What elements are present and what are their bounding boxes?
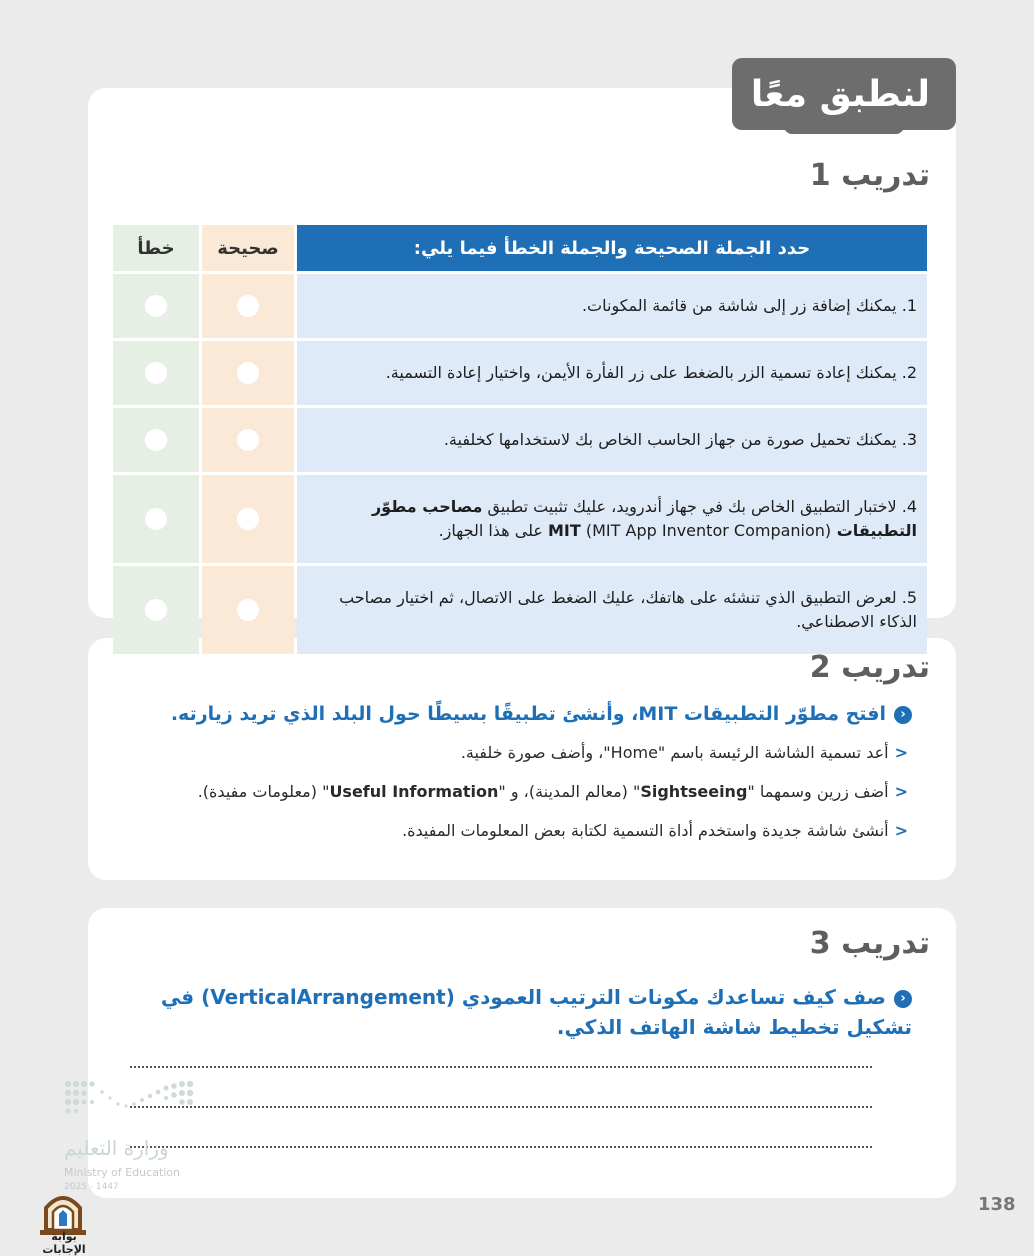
ministry-name-en: Ministry of Education bbox=[64, 1166, 181, 1179]
step-text-bold: Sightseeing bbox=[640, 782, 748, 801]
table-row bbox=[113, 566, 927, 654]
true-radio[interactable] bbox=[237, 362, 259, 384]
statement-text-part: (MIT App Inventor Companion) على هذا الجهاز. bbox=[438, 521, 832, 540]
table-row bbox=[113, 341, 927, 405]
exercise2-title: تدريب 2 bbox=[809, 650, 930, 685]
statement-text: 1. يمكنك إضافة زر إلى شاشة من قائمة المكونات. bbox=[297, 274, 927, 338]
exercise3-lead bbox=[122, 982, 912, 1042]
ministry-logo bbox=[62, 1078, 202, 1190]
true-radio[interactable] bbox=[237, 295, 259, 317]
table-header-true: صحيحة bbox=[202, 225, 294, 271]
answers-portal-label: بوابة الإجابات bbox=[42, 1230, 86, 1256]
false-radio[interactable] bbox=[145, 362, 167, 384]
chevron-icon: < bbox=[894, 821, 908, 840]
exercise2-lead-text: افتح مطوّر التطبيقات MIT، وأنشئ تطبيقًا بسيطًا حول البلد الذي تريد زيارته. bbox=[170, 703, 886, 725]
answer-line[interactable] bbox=[130, 1106, 872, 1108]
table-row bbox=[113, 408, 927, 472]
statement-text-bold: مصاحب مطوّر التطبيقات MIT bbox=[371, 497, 917, 540]
step-text: أنشئ شاشة جديدة واستخدم أداة التسمية لكتابة بعض المعلومات المفيدة. bbox=[402, 821, 889, 840]
exercise2-lead bbox=[132, 703, 912, 725]
false-radio[interactable] bbox=[145, 295, 167, 317]
chevron-icon: < bbox=[894, 743, 908, 762]
exercise2-step bbox=[402, 821, 908, 840]
chevron-icon: < bbox=[894, 782, 908, 801]
step-text: أعد تسمية الشاشة الرئيسة باسم "Home"، وأضف صورة خلفية. bbox=[460, 743, 889, 762]
exercise3-lead-text: صف كيف تساعدك مكونات الترتيب العمودي (VerticalArrangement) في تشكيل تخطيط شاشة الهاتف الذكي. bbox=[160, 985, 912, 1039]
ministry-name-ar: وزارة التعليم bbox=[64, 1136, 169, 1160]
step-text: " (معلومات مفيدة). bbox=[197, 782, 330, 801]
ministry-logo-dots-icon bbox=[62, 1078, 202, 1128]
exercise1-title: تدريب 1 bbox=[809, 158, 930, 193]
false-radio[interactable] bbox=[145, 429, 167, 451]
statement-text: 3. يمكنك تحميل صورة من جهاز الحاسب الخاص بك لاستخدامها كخلفية. bbox=[297, 408, 927, 472]
statement-text-part: 4. لاختبار التطبيق الخاص بك في جهاز أندرويد، عليك تثبيت تطبيق bbox=[482, 497, 917, 516]
true-radio[interactable] bbox=[237, 429, 259, 451]
exercise3-title: تدريب 3 bbox=[809, 926, 930, 961]
chevron-circle-icon: ‹ bbox=[894, 706, 912, 724]
statement-text: 5. لعرض التطبيق الذي تنشئه على هاتفك، عليك الضغط على الاتصال، ثم اختيار مصاحب الذكاء الاصطناعي. bbox=[297, 566, 927, 654]
exercise2-step bbox=[461, 743, 908, 762]
answer-line[interactable] bbox=[130, 1066, 872, 1068]
step-text-bold: Useful Information bbox=[329, 782, 499, 801]
exercise2-step bbox=[198, 782, 908, 801]
true-radio[interactable] bbox=[237, 599, 259, 621]
true-false-table bbox=[110, 222, 930, 657]
false-radio[interactable] bbox=[145, 599, 167, 621]
true-radio[interactable] bbox=[237, 508, 259, 530]
page-number: 138 bbox=[978, 1194, 1016, 1215]
statement-text bbox=[297, 475, 927, 563]
table-row bbox=[113, 274, 927, 338]
false-radio[interactable] bbox=[145, 508, 167, 530]
table-header-false: خطأ bbox=[113, 225, 199, 271]
statement-text: 2. يمكنك إعادة تسمية الزر بالضغط على زر الفأرة الأيمن، واختيار إعادة التسمية. bbox=[297, 341, 927, 405]
table-header-question: حدد الجملة الصحيحة والجملة الخطأ فيما يلي: bbox=[297, 225, 927, 271]
step-text: أضف زرين وسمهما " bbox=[747, 782, 889, 801]
table-row bbox=[113, 475, 927, 563]
chevron-circle-icon: ‹ bbox=[894, 990, 912, 1008]
banner-title: لنطبق معًا bbox=[750, 73, 930, 115]
step-text: " (معالم المدينة)، و " bbox=[498, 782, 641, 801]
ministry-year: 2025 - 1447 bbox=[64, 1182, 119, 1192]
answer-line[interactable] bbox=[130, 1146, 872, 1148]
section-banner bbox=[732, 58, 956, 130]
